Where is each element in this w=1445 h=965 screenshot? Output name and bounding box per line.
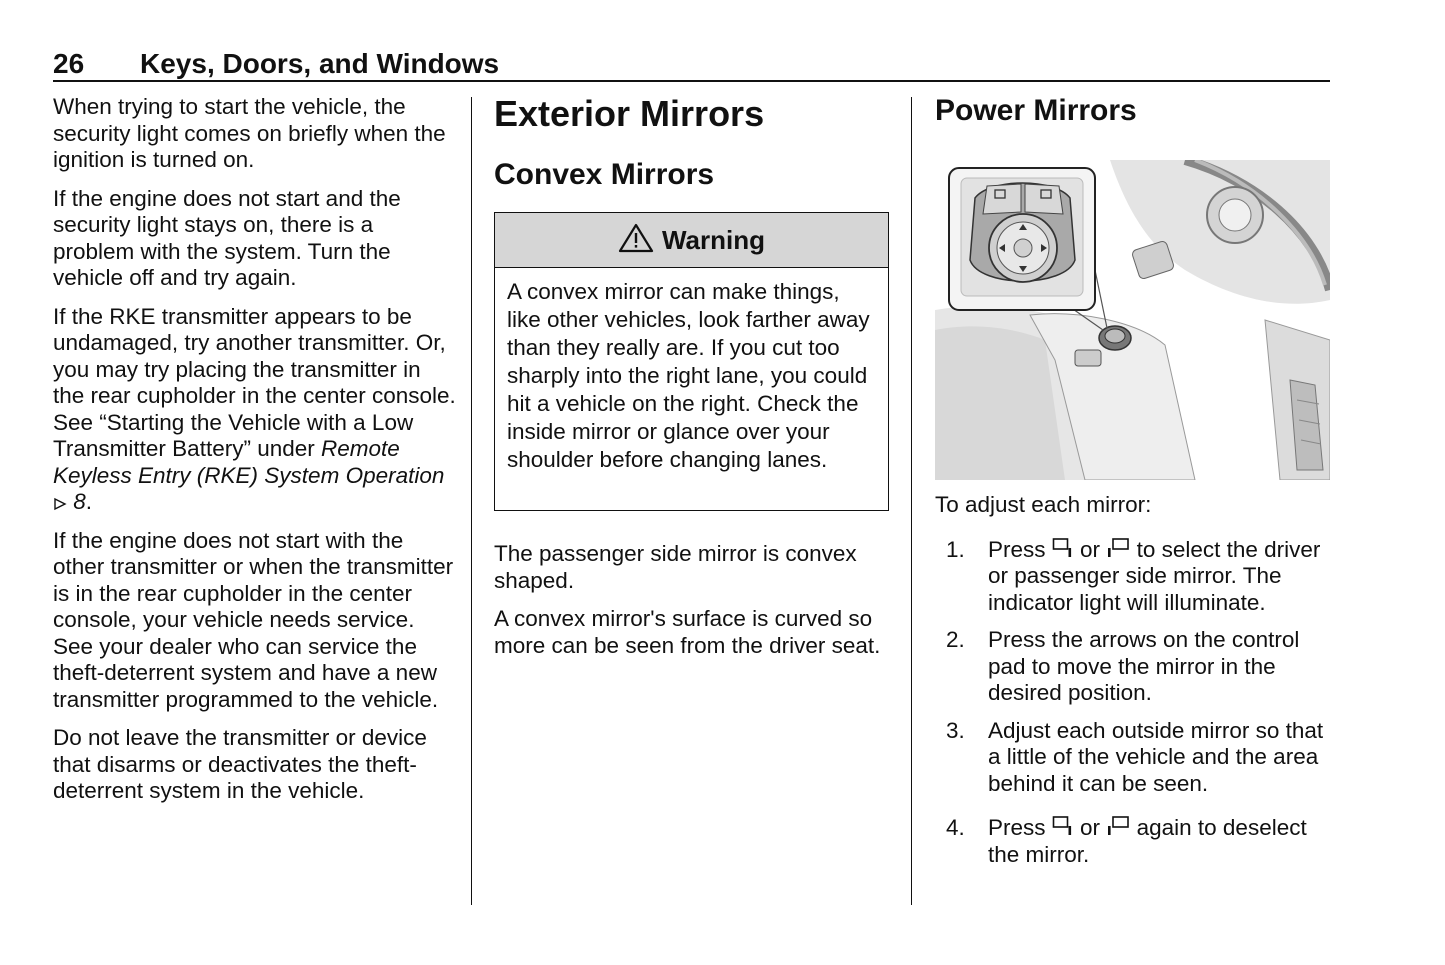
rke-paragraph: If the RKE transmitter appears to be undamaged, try another transmitter. Or, you may try placing the transmitter in the rear cupholder in the center console. See “Starting the Vehicle with a Low Transmitter Battery” under Remote Keyless Entry (RKE) System Operation 8. xyxy=(53,303,456,514)
section-title: Exterior Mirrors xyxy=(494,93,765,134)
right-mirror-select-icon xyxy=(1106,537,1130,562)
list-item: 4. Press or again to deselect the mirror. xyxy=(946,815,1307,867)
warning-box xyxy=(494,212,889,511)
right-mirror-select-icon xyxy=(1106,815,1130,840)
column-security xyxy=(53,94,458,817)
chapter-title: Keys, Doors, and Windows xyxy=(140,48,500,79)
left-mirror-select-icon xyxy=(1052,537,1074,562)
page-number: 26 xyxy=(53,48,85,79)
cross-reference-page[interactable]: 8 xyxy=(73,489,86,514)
intro-text: To adjust each mirror: xyxy=(935,492,1152,517)
subsection-title: Convex Mirrors xyxy=(494,158,715,191)
warning-header xyxy=(495,213,888,268)
warning-title: Warning xyxy=(661,224,766,255)
column-divider-2 xyxy=(911,97,912,905)
list-item: 3. Adjust each outside mirror so that a little of the vehicle and the area behind it can be seen. xyxy=(946,717,1324,796)
paragraph: A convex mirror's surface is curved so more can be seen from the driver seat. xyxy=(494,606,881,658)
page-header xyxy=(53,46,1330,82)
warning-body: A convex mirror can make things, like other vehicles, look farther away than they really are. If you cut too sharply into the right lane, you could hit a vehicle on the right. Check the inside mirror or glance over your shoulder before changing lanes. xyxy=(507,279,870,472)
left-mirror-select-icon xyxy=(1052,815,1074,840)
power-mirror-control-illustration xyxy=(935,160,1330,480)
list-item: 2. Press the arrows on the control pad to move the mirror in the desired position. xyxy=(946,627,1300,705)
column-divider-1 xyxy=(471,97,472,905)
paragraph: Do not leave the transmitter or device that disarms or deactivates the theft-deterrent system in the vehicle. xyxy=(53,725,427,803)
column-power-mirrors xyxy=(935,94,1335,914)
list-item: 1. Press or to select the driver or passenger side mirror. The indicator light will illuminate. xyxy=(946,536,1321,615)
cross-reference-title[interactable]: Remote Keyless Entry (RKE) System Operation xyxy=(53,436,445,488)
paragraph: If the engine does not start and the security light stays on, there is a problem with the system. Turn the vehicle off and try again. xyxy=(53,185,401,290)
warning-triangle-icon xyxy=(618,223,654,258)
cross-reference-icon xyxy=(53,489,73,514)
column-exterior-mirrors xyxy=(494,94,892,694)
paragraph: The passenger side mirror is convex shaped. xyxy=(494,541,857,593)
paragraph: If the engine does not start with the other transmitter or when the transmitter is in the rear cupholder in the center console, your vehicle needs service. See your dealer who can service the theft-deterrent system and have a new transmitter programmed to the vehicle. xyxy=(53,527,454,712)
paragraph: When trying to start the vehicle, the security light comes on briefly when the ignition is turned on. xyxy=(53,94,446,172)
section-title: Power Mirrors xyxy=(935,94,1137,127)
adjust-mirror-steps xyxy=(935,537,1335,869)
